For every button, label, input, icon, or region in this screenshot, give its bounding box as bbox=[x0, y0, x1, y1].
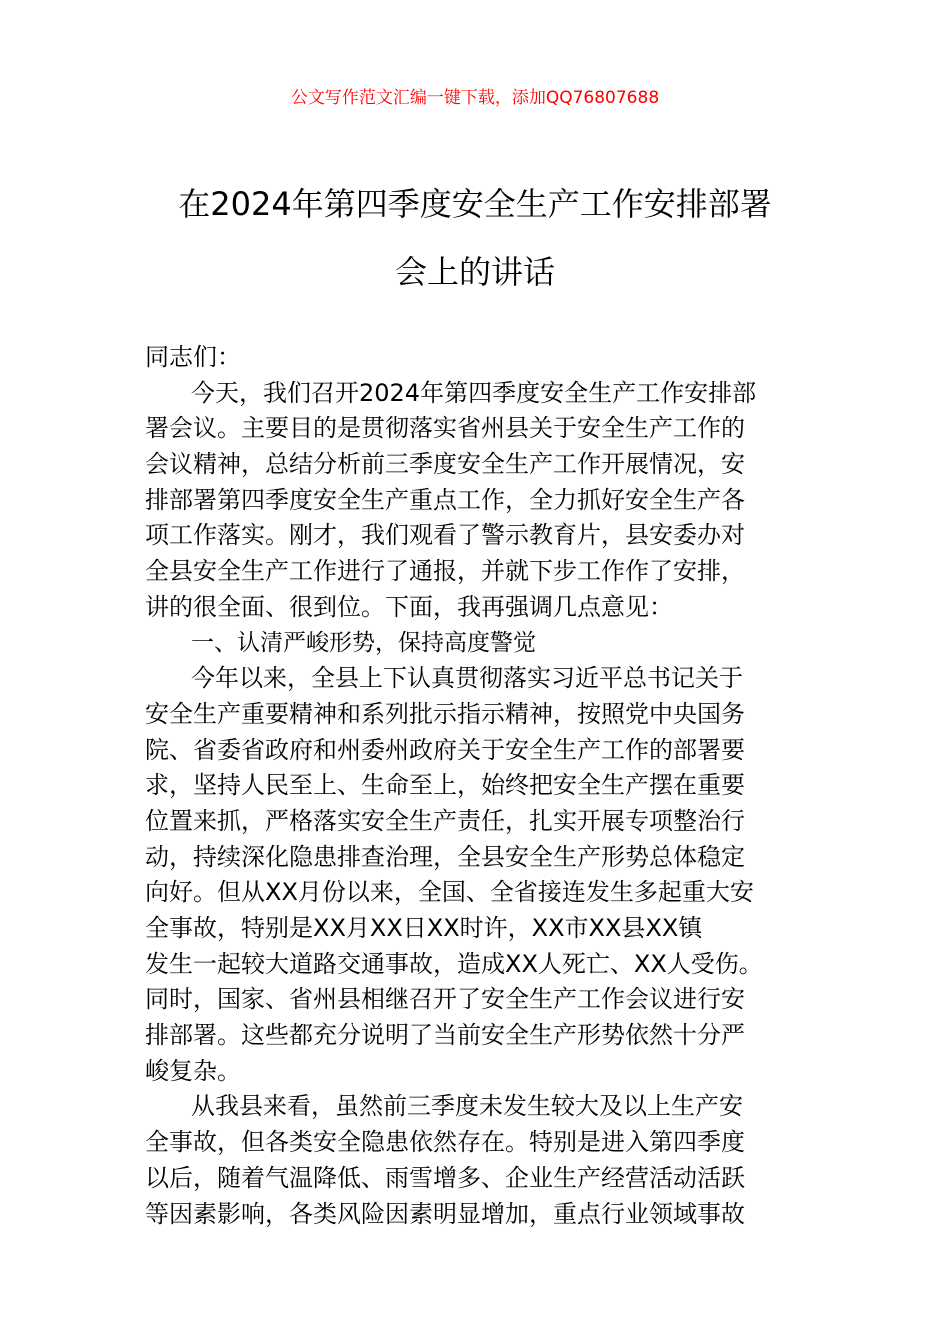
body-line: 院、省委省政府和州委州政府关于安全生产工作的部署要 bbox=[145, 735, 745, 764]
body-line: 以后，随着气温降低、雨雪增多、企业生产经营活动活跃 bbox=[145, 1163, 745, 1192]
document-title-line-1: 在2024年第四季度安全生产工作安排部署 bbox=[178, 185, 772, 223]
speech-body bbox=[145, 340, 810, 1232]
body-line: 动，持续深化隐患排查治理，全县安全生产形势总体稳定 bbox=[145, 842, 745, 871]
body-line: 项工作落实。刚才，我们观看了警示教育片，县安委办对 bbox=[145, 521, 745, 550]
body-line: 会议精神，总结分析前三季度安全生产工作开展情况，安 bbox=[145, 450, 745, 479]
body-line: 全县安全生产工作进行了通报，并就下步工作作了安排， bbox=[145, 557, 745, 586]
body-line: 求，坚持人民至上、生命至上，始终把安全生产摆在重要 bbox=[145, 771, 745, 800]
body-line: 同时，国家、省州县相继召开了安全生产工作会议进行安 bbox=[145, 985, 745, 1014]
salutation: 同志们： bbox=[145, 343, 241, 371]
body-line: 发生一起较大道路交通事故，造成XX人死亡、XX人受伤。 bbox=[145, 949, 763, 978]
body-line: 安全生产重要精神和系列批示指示精神，按照党中央国务 bbox=[145, 699, 745, 728]
download-banner: 公文写作范文汇编一键下载，添加QQ76807688 bbox=[290, 88, 660, 108]
body-line: 位置来抓，严格落实安全生产责任，扎实开展专项整治行 bbox=[145, 806, 745, 835]
body-line: 全事故，特别是XX月XX日XX时许，XX市XX县XX镇 bbox=[145, 914, 703, 942]
body-line: 今年以来，全县上下认真贯彻落实习近平总书记关于 bbox=[191, 664, 743, 693]
body-line: 从我县来看，虽然前三季度未发生较大及以上生产安 bbox=[191, 1092, 743, 1121]
document-title-line-2: 会上的讲话 bbox=[394, 253, 555, 291]
section-heading: 一、认清严峻形势，保持高度警觉 bbox=[191, 629, 536, 656]
body-line: 署会议。主要目的是贯彻落实省州县关于安全生产工作的 bbox=[145, 414, 745, 443]
body-line: 排部署第四季度安全生产重点工作，全力抓好安全生产各 bbox=[145, 485, 745, 514]
body-line: 讲的很全面、很到位。下面，我再强调几点意见： bbox=[145, 592, 673, 621]
body-line: 向好。但从XX月份以来，全国、全省接连发生多起重大安 bbox=[145, 878, 754, 907]
body-line: 排部署。这些都充分说明了当前安全生产形势依然十分严 bbox=[145, 1021, 745, 1050]
body-line: 等因素影响，各类风险因素明显增加，重点行业领域事故 bbox=[145, 1199, 745, 1228]
body-line: 全事故，但各类安全隐患依然存在。特别是进入第四季度 bbox=[145, 1128, 745, 1157]
body-line: 峻复杂。 bbox=[145, 1056, 241, 1085]
body-line: 今天，我们召开2024年第四季度安全生产工作安排部 bbox=[191, 378, 757, 407]
